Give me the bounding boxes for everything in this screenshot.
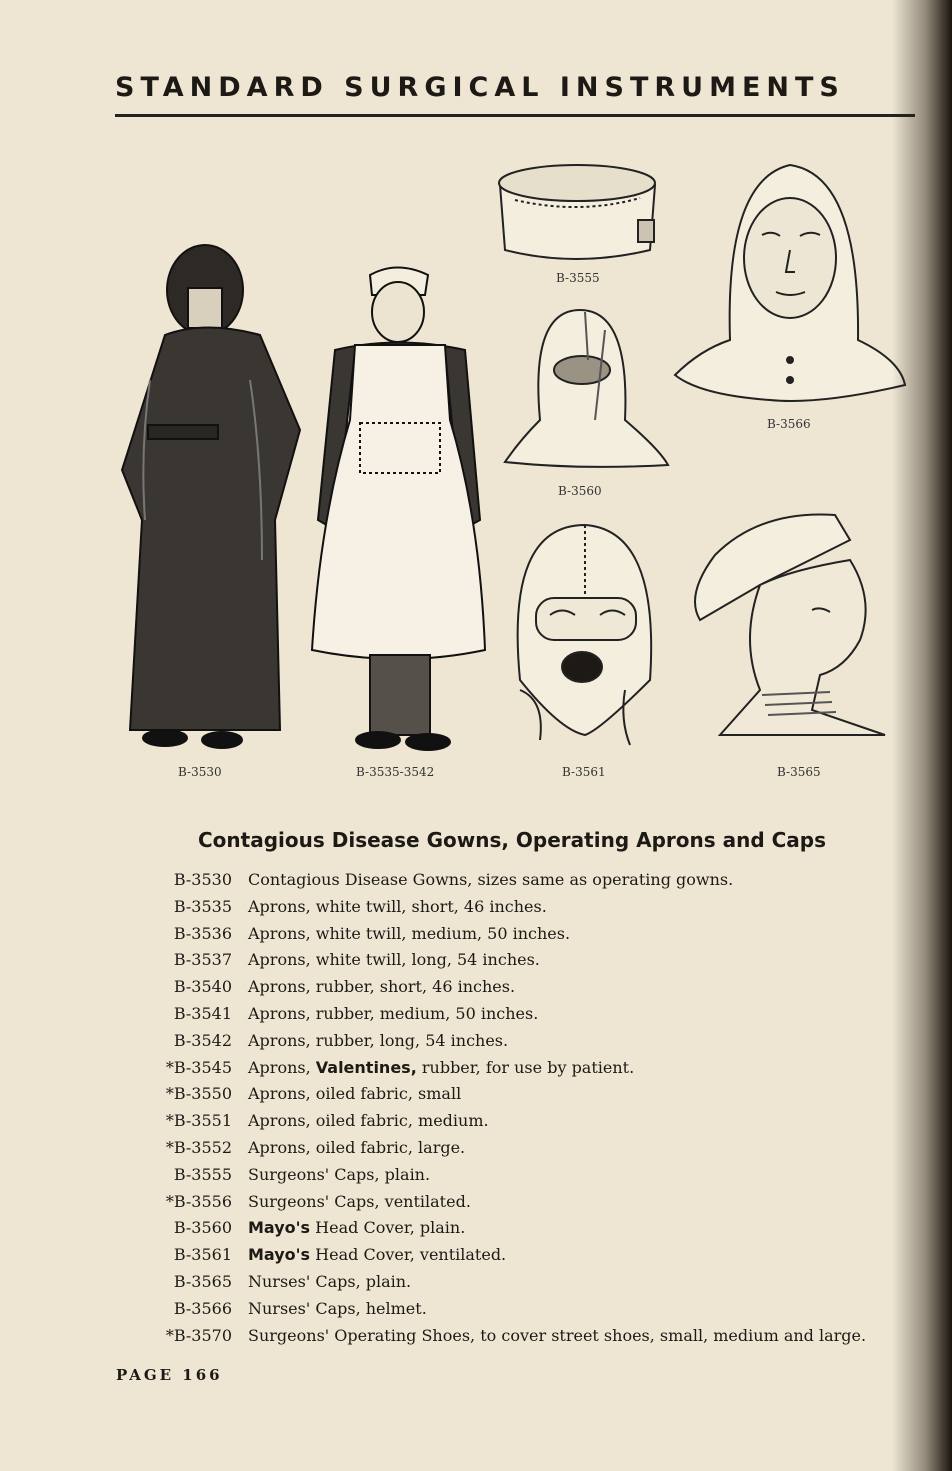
list-item (120, 1218, 900, 1245)
item-description (248, 977, 515, 996)
item-description (248, 897, 547, 916)
nurses-cap-plain-illustration (695, 515, 885, 736)
list-item (120, 1004, 900, 1031)
item-description-text: Aprons, rubber, medium, 50 inches. (248, 1003, 539, 1023)
item-code: *B-3551 (165, 1111, 232, 1131)
item-code: *B-3552 (165, 1137, 232, 1157)
list-item (120, 1272, 900, 1299)
illustrations (0, 120, 952, 790)
list-item (120, 1111, 900, 1138)
item-code: B-3542 (173, 1030, 232, 1050)
item-description (248, 1272, 411, 1291)
item-code: B-3566 (173, 1298, 232, 1318)
item-description (248, 950, 540, 969)
list-item (120, 1245, 900, 1272)
item-description-text: Nurses' Caps, plain. (248, 1271, 412, 1291)
caption-b3565: B-3565 (777, 765, 821, 779)
header-rule (115, 114, 915, 117)
item-description (248, 1165, 430, 1184)
item-description (248, 1299, 427, 1318)
caption-b3555: B-3555 (556, 271, 600, 285)
caption-b3566: B-3566 (767, 417, 811, 431)
item-description (248, 1218, 465, 1237)
item-description (248, 1326, 866, 1345)
page-number: PAGE 166 (116, 1366, 223, 1384)
item-code: B-3555 (173, 1164, 232, 1184)
list-item (120, 1138, 900, 1165)
item-description (248, 870, 733, 889)
nurses-helmet-illustration (675, 165, 905, 401)
list-item (120, 1058, 900, 1085)
list-item (120, 977, 900, 1004)
item-description (248, 1245, 506, 1264)
item-description (248, 1031, 508, 1050)
item-code: B-3536 (173, 923, 232, 943)
list-item (120, 924, 900, 951)
item-description-text: Head Cover, plain. (310, 1218, 466, 1238)
item-code: B-3540 (173, 977, 232, 997)
item-list (120, 870, 900, 1352)
list-item (120, 1165, 900, 1192)
item-description-text: Nurses' Caps, helmet. (248, 1298, 427, 1318)
item-description (248, 1138, 465, 1157)
item-description-text: rubber, for use by patient. (416, 1057, 635, 1077)
mayo-head-cover-plain-illustration (505, 310, 668, 467)
list-item (120, 1084, 900, 1111)
item-code: B-3541 (173, 1003, 232, 1023)
item-description (248, 1058, 634, 1077)
item-description-text: Aprons, rubber, short, 46 inches. (248, 977, 516, 997)
item-code: *B-3550 (165, 1084, 232, 1104)
item-description (248, 1111, 489, 1130)
item-description-bold: Mayo's (248, 1245, 311, 1265)
item-description-text: Aprons, rubber, long, 54 inches. (248, 1030, 509, 1050)
list-item (120, 897, 900, 924)
item-code: B-3535 (173, 896, 232, 916)
item-description-text: Aprons, white twill, medium, 50 inches. (248, 923, 571, 943)
item-description-bold: Valentines, (315, 1057, 417, 1077)
contagious-gown-illustration (122, 245, 300, 748)
item-code: *B-3556 (165, 1191, 232, 1211)
list-item (120, 870, 900, 897)
mayo-head-cover-ventilated-illustration (518, 525, 652, 745)
item-description-bold: Mayo's (248, 1218, 311, 1238)
list-item (120, 1031, 900, 1058)
book-spine-shadow (892, 0, 952, 1471)
item-code: B-3537 (173, 950, 232, 970)
item-code: B-3530 (173, 870, 232, 889)
surgeons-cap-illustration (499, 165, 655, 259)
item-description-text: Aprons, oiled fabric, large. (248, 1137, 466, 1157)
item-description (248, 1004, 538, 1023)
item-description (248, 924, 570, 943)
item-description-text: Contagious Disease Gowns, sizes same as operating gowns. (248, 870, 734, 889)
item-code: B-3565 (173, 1271, 232, 1291)
caption-b3560: B-3560 (558, 484, 602, 498)
caption-b3561: B-3561 (562, 765, 606, 779)
item-code: B-3561 (173, 1245, 232, 1265)
list-item (120, 1192, 900, 1219)
item-code: *B-3570 (165, 1325, 232, 1345)
item-description-text: Head Cover, ventilated. (310, 1245, 507, 1265)
list-item (120, 950, 900, 977)
list-item (120, 1326, 900, 1353)
item-description-text: Surgeons' Operating Shoes, to cover street shoes, small, medium and large. (248, 1325, 867, 1345)
item-description-text: Surgeons' Caps, ventilated. (248, 1191, 471, 1211)
item-description (248, 1084, 461, 1103)
item-description-text: Aprons, (248, 1057, 316, 1077)
item-description-text: Surgeons' Caps, plain. (248, 1164, 431, 1184)
item-description (248, 1192, 471, 1211)
item-description-text: Aprons, white twill, short, 46 inches. (248, 896, 547, 916)
caption-b3535: B-3535-3542 (356, 765, 435, 779)
page-header: STANDARD SURGICAL INSTRUMENTS (115, 72, 845, 103)
list-item (120, 1299, 900, 1326)
item-description-text: Aprons, oiled fabric, medium. (248, 1111, 489, 1131)
section-title: Contagious Disease Gowns, Operating Aprons and Caps (198, 828, 827, 852)
item-code: B-3560 (173, 1218, 232, 1238)
item-code: *B-3545 (165, 1057, 232, 1077)
operating-apron-illustration (312, 268, 485, 751)
item-description-text: Aprons, white twill, long, 54 inches. (248, 950, 540, 970)
item-description-text: Aprons, oiled fabric, small (248, 1084, 462, 1104)
caption-b3530: B-3530 (178, 765, 222, 779)
